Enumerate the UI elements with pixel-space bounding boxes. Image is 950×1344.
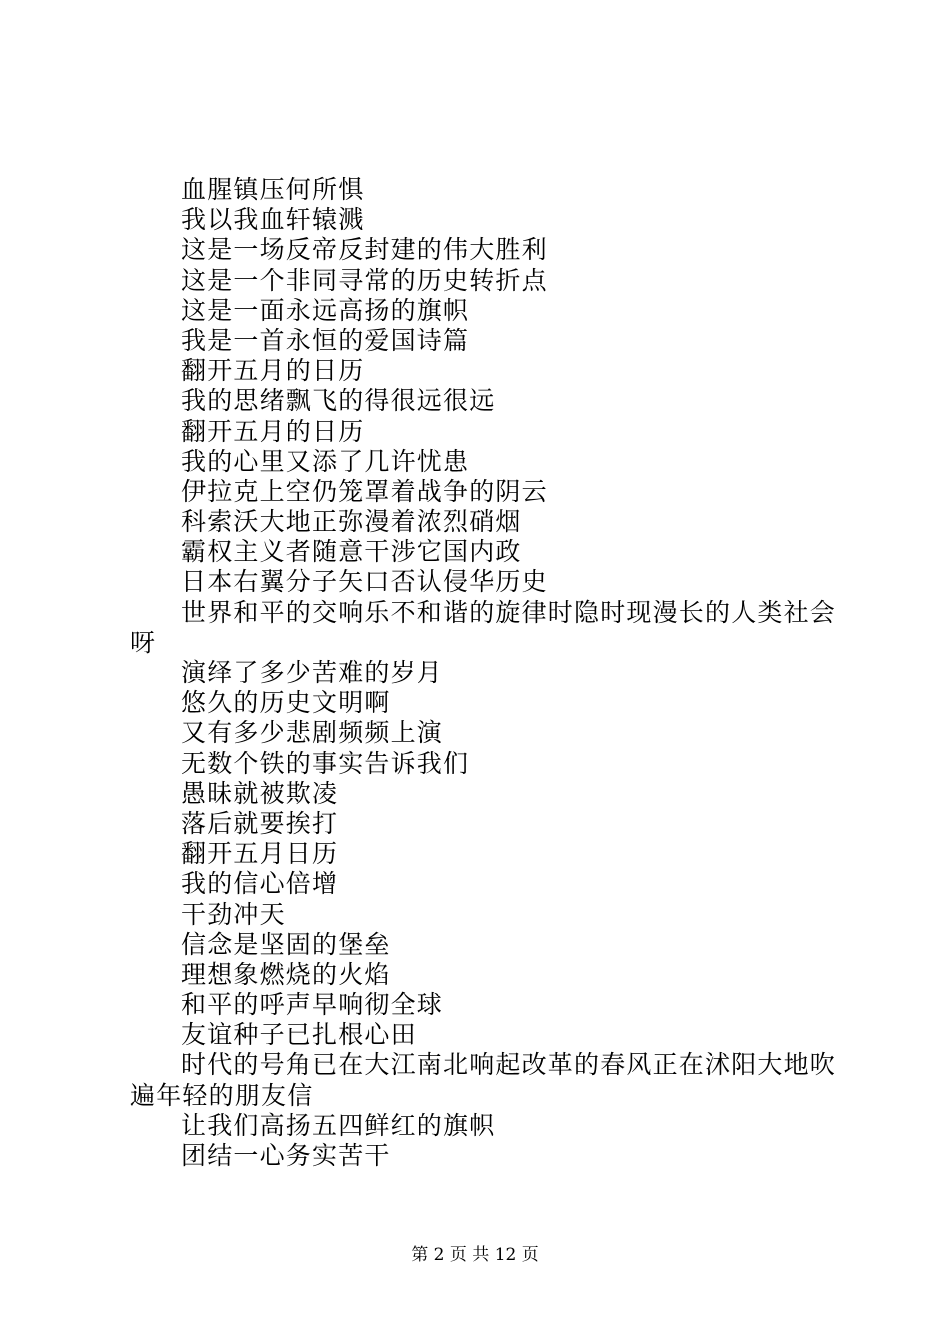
poem-line: 演绎了多少苦难的岁月: [181, 658, 444, 688]
poem-paragraph-wrapped: [130, 1050, 842, 1110]
poem-line: 翻开五月日历: [181, 839, 339, 869]
poem-line: 这是一面永远高扬的旗帜: [181, 295, 470, 325]
poem-line: 信念是坚固的堡垒: [181, 929, 391, 959]
poem-line: 无数个铁的事实告诉我们: [181, 748, 470, 778]
poem-line: 翻开五月的日历: [181, 416, 365, 446]
poem-line: 霸权主义者随意干涉它国内政: [181, 537, 522, 567]
poem-line-continuation: 遍年轻的朋友信: [130, 1080, 314, 1110]
poem-line: 让我们高扬五四鲜红的旗帜: [181, 1110, 496, 1140]
poem-line: 我以我血轩辕溅: [181, 205, 365, 235]
poem-body: [130, 175, 842, 1171]
poem-line-continuation: 呀: [130, 627, 157, 657]
poem-line: 悠久的历史文明啊: [181, 688, 391, 718]
poem-line: 干劲冲天: [181, 899, 286, 929]
poem-line: 翻开五月的日历: [181, 356, 365, 386]
poem-line: 落后就要挨打: [181, 808, 339, 838]
poem-line: 团结一心务实苦干: [181, 1141, 391, 1171]
poem-line: 我的信心倍增: [181, 869, 339, 899]
poem-line: 这是一场反帝反封建的伟大胜利: [181, 235, 548, 265]
poem-paragraph-wrapped: [130, 598, 842, 658]
page-number-footer: 第 2 页 共 12 页: [411, 1245, 539, 1265]
poem-line: 日本右翼分子矢口否认侵华历史: [181, 567, 548, 597]
poem-line: 这是一个非同寻常的历史转折点: [181, 265, 548, 295]
poem-line: 我的心里又添了几许忧患: [181, 446, 470, 476]
poem-line: 友谊种子已扎根心田: [181, 1020, 417, 1050]
poem-line: 时代的号角已在大江南北响起改革的春风正在沭阳大地吹: [181, 1050, 837, 1080]
poem-line: 又有多少悲剧频频上演: [181, 718, 444, 748]
poem-line: 理想象燃烧的火焰: [181, 959, 391, 989]
poem-line: 伊拉克上空仍笼罩着战争的阴云: [181, 476, 548, 506]
poem-line: 我是一首永恒的爱国诗篇: [181, 325, 470, 355]
poem-line: 科索沃大地正弥漫着浓烈硝烟: [181, 507, 522, 537]
poem-line: 和平的呼声早响彻全球: [181, 990, 444, 1020]
poem-line: 血腥镇压何所惧: [181, 175, 365, 204]
poem-line: 我的思绪飘飞的得很远很远: [181, 386, 496, 416]
poem-line: 愚昧就被欺凌: [181, 778, 339, 808]
poem-line: 世界和平的交响乐不和谐的旋律时隐时现漫长的人类社会: [181, 597, 837, 627]
